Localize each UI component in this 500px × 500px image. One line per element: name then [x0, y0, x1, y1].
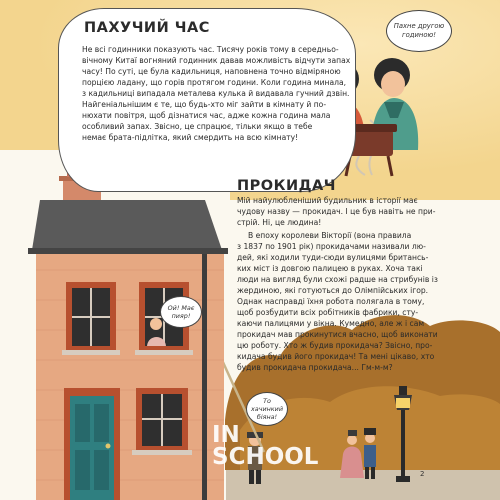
text-line: з кадильниці випадала металева кулька й видавала гучний дзвін. — [82, 89, 350, 98]
text-line: Мій найулюбленіший будильник в історії має — [237, 196, 418, 205]
speech-bubble-window — [160, 296, 202, 328]
text-line: Однак насправді їхня робота полягала в тому, — [237, 297, 425, 306]
text-line: каючи палицями у вікна. Кумедно, але ж і сам — [237, 319, 425, 328]
text-line: жердиною, які готуються до Олімпійських ігор. — [237, 286, 429, 295]
text-line: немає брата-підлітка, який смердить на всю кімнату! — [82, 133, 299, 142]
text-line: особливий запах. Звісно, це спрацює, тільки якщо в тебе — [82, 122, 313, 131]
text-line: часу! По суті, це була кадильниця, наповнена точно відміряною — [82, 67, 341, 76]
text-line: будив прокидача прокидача... Гм-м-м? — [237, 363, 393, 372]
victorian-house — [28, 159, 228, 500]
text-line: стрій. Ні, це людина! — [237, 218, 322, 227]
text-line: цю роботу. Хто ж будив прокидача? Звісно, про- — [237, 341, 433, 350]
speech-bubble-knock — [246, 392, 288, 426]
watermark-logo — [212, 424, 318, 468]
watermark-line: SCHOOL — [212, 444, 319, 470]
section-title-smelly-time: ПАХУЧИЙ ЧАС — [84, 20, 210, 36]
text-line: ких міст із довгою палицею в руках. Хоча такі — [237, 264, 423, 273]
page-number: 2 — [420, 470, 425, 478]
text-line: вічному Китаї вогняний годинник давав можливість відчути запах — [82, 56, 351, 65]
text-line: Найгеніальнішим є те, що будь-хто міг зайти в кімнату й по- — [82, 100, 327, 109]
speech-bubble-text: То хачинкий біяна! — [251, 397, 283, 421]
speech-bubble-text: Пахне другою годиною! — [393, 22, 445, 39]
text-line: чудову назву — прокидач. І це був навіть не при- — [237, 207, 436, 216]
speech-bubble-text: Ой! Має пияр! — [167, 304, 195, 320]
text-line: щоб розбудити всіх робітників фабрики, сту- — [237, 308, 419, 317]
section-title-knocker-upper: ПРОКИДАЧ — [237, 178, 336, 194]
text-line: прокидач мав прокинутися вчасно, щоб виконати — [237, 330, 438, 339]
text-line: нюхати повітря, щоб дізнатися час, адже кожна година мала — [82, 111, 331, 120]
text-line: дей, які ходили туди-сюди вулицями британсь- — [237, 253, 429, 262]
watermark-line: IN — [212, 422, 240, 448]
text-line: Не всі годинники показують час. Тисячу років тому в середньо- — [82, 45, 339, 54]
text-line: з 1837 по 1901 рік) прокидачами називали лю- — [237, 242, 426, 251]
text-line: В епоху королеви Вікторії (вона правила — [248, 231, 412, 240]
speech-bubble-smell — [386, 10, 452, 52]
text-line: кидача будив його прокидач! Та мені цікаво, хто — [237, 352, 435, 361]
text-line: порцією ладану, що горів протягом години. Коли година минала, — [82, 78, 347, 87]
text-line: люди на вигляд були схожі радше на стрибунів із — [237, 275, 438, 284]
